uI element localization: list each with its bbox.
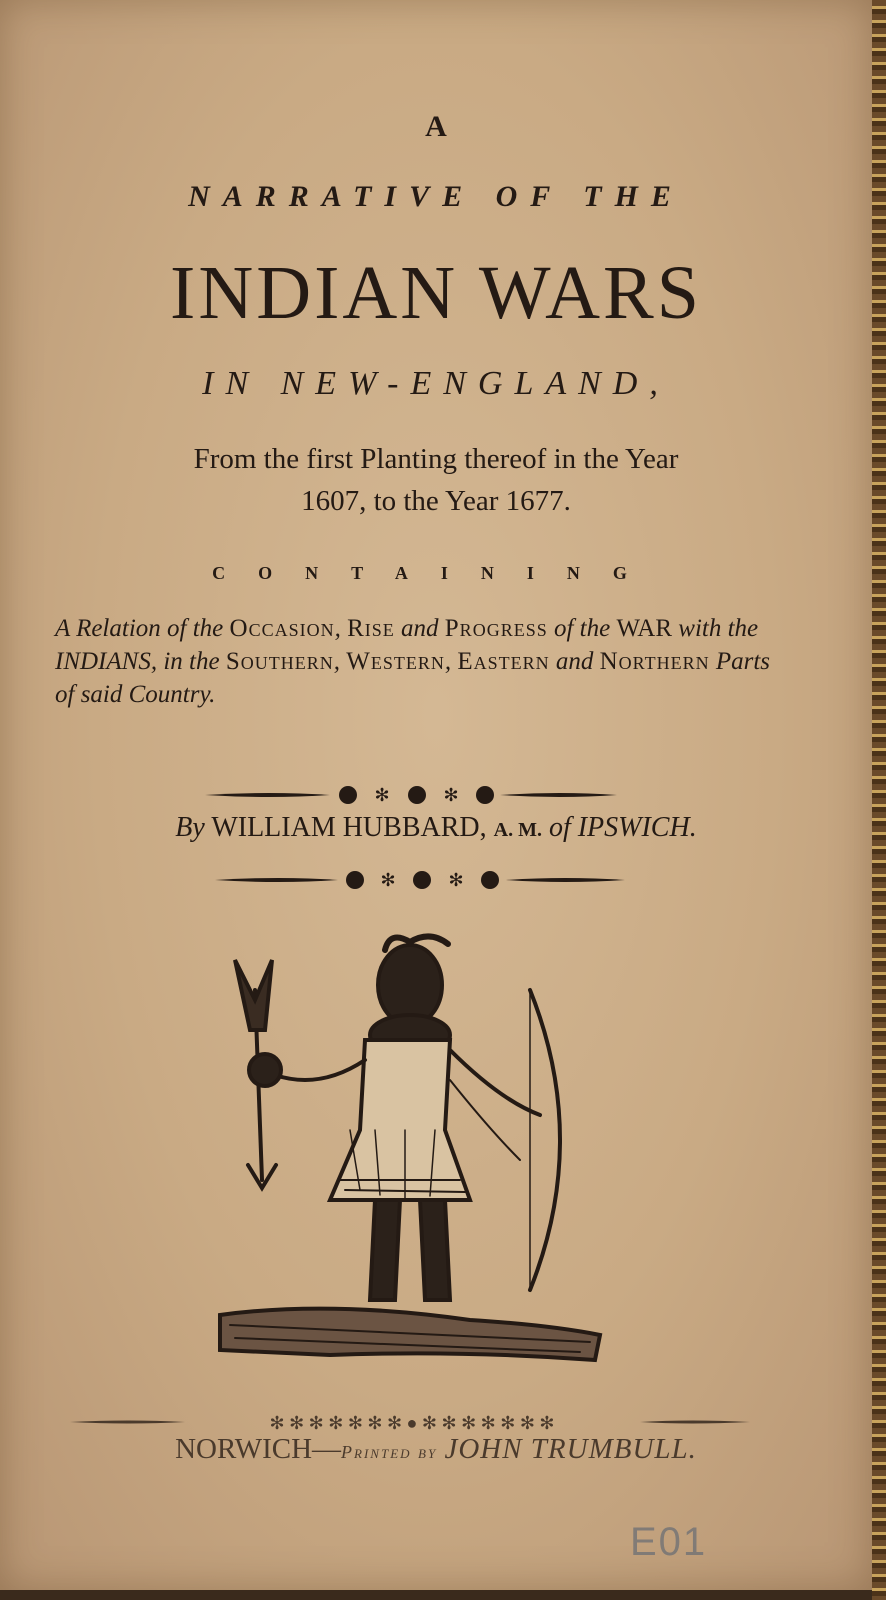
svg-text:✻: ✻ — [448, 870, 464, 890]
svg-text:✻: ✻ — [380, 870, 396, 890]
library-stamp: E01 — [630, 1520, 708, 1564]
ornament-rule-3 — [0, 1410, 872, 1434]
author-degree: A. M. — [493, 819, 542, 841]
imprint-printer: JOHN TRUMBULL. — [444, 1433, 697, 1465]
relation-paragraph: A Relation of the Occasion, Rise and Progress of the WAR with the INDIANS, in the Southern, Western, Eastern and Northern Parts of said Country. — [55, 615, 771, 708]
author-place: IPSWICH. — [577, 812, 697, 843]
svg-text:✻: ✻ — [443, 785, 459, 805]
woodcut-native-warrior — [210, 930, 630, 1370]
author-of: of — [548, 812, 571, 843]
svg-text:✻: ✻ — [374, 785, 390, 805]
imprint-line — [0, 1433, 872, 1466]
region-line: IN NEW-ENGLAND, — [202, 365, 670, 402]
main-title: INDIAN WARS — [170, 251, 702, 335]
author-name: WILLIAM HUBBARD, — [211, 812, 487, 843]
ornament-rule-2 — [0, 868, 872, 892]
author-line — [0, 812, 872, 844]
date-line-1: From the first Planting thereof in the Year — [193, 443, 679, 475]
svg-text:✻ ✻ ✻ ✻ ✻ ✻ ✻ ● ✻ ✻ ✻ ✻ ✻ ✻ ✻: ✻ ✻ ✻ ✻ ✻ ✻ ✻ ● ✻ ✻ ✻ ✻ ✻ ✻ ✻ — [269, 1413, 555, 1433]
imprint-printed-by: Printed by — [341, 1442, 438, 1462]
date-line-2: 1607, to the Year 1677. — [301, 485, 571, 517]
page-edge — [872, 0, 886, 1600]
title-article: A — [425, 110, 447, 143]
title-narrative: NARRATIVE OF THE — [188, 180, 684, 213]
ornament-rule-1 — [0, 783, 872, 807]
author-by: By — [175, 812, 205, 843]
imprint-city: NORWICH— — [175, 1433, 342, 1465]
containing-heading: CONTAINING — [212, 563, 660, 583]
